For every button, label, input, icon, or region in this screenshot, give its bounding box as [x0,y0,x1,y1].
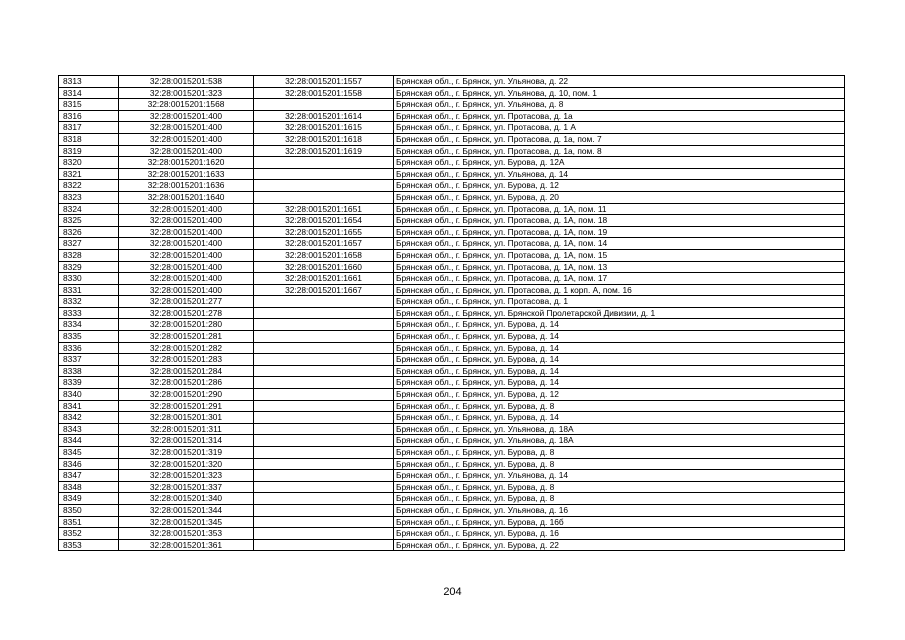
row-number-cell: 8317 [59,122,119,134]
address-cell: Брянская обл., г. Брянск, ул. Ульянова, д. 14 [394,470,845,482]
cadastral-number-cell: 32:28:0015201:1636 [119,180,254,192]
table-row [59,389,845,401]
row-number-cell: 8338 [59,365,119,377]
cadastral-number-cell: 32:28:0015201:281 [119,331,254,343]
address-cell: Брянская обл., г. Брянск, ул. Бурова, д. 14 [394,377,845,389]
records-table [58,75,845,551]
cadastral-number-cell: 32:28:0015201:340 [119,493,254,505]
related-cadastral-number-cell: 32:28:0015201:1660 [254,261,394,273]
cadastral-number-cell: 32:28:0015201:400 [119,145,254,157]
cadastral-number-cell: 32:28:0015201:400 [119,133,254,145]
cadastral-number-cell: 32:28:0015201:283 [119,354,254,366]
address-cell: Брянская обл., г. Брянск, ул. Протасова, д. 1 [394,296,845,308]
cadastral-number-cell: 32:28:0015201:1640 [119,191,254,203]
row-number-cell: 8346 [59,458,119,470]
table-row [59,110,845,122]
address-cell: Брянская обл., г. Брянск, ул. Бурова, д. 8 [394,493,845,505]
address-cell: Брянская обл., г. Брянск, ул. Бурова, д. 14 [394,331,845,343]
table-row [59,145,845,157]
related-cadastral-number-cell [254,307,394,319]
table-row [59,307,845,319]
cadastral-number-cell: 32:28:0015201:1568 [119,99,254,111]
table-row [59,273,845,285]
address-cell: Брянская обл., г. Брянск, ул. Бурова, д. 8 [394,481,845,493]
table-row [59,238,845,250]
row-number-cell: 8326 [59,226,119,238]
row-number-cell: 8314 [59,87,119,99]
table-row [59,470,845,482]
related-cadastral-number-cell [254,354,394,366]
cadastral-number-cell: 32:28:0015201:400 [119,110,254,122]
row-number-cell: 8351 [59,516,119,528]
related-cadastral-number-cell [254,99,394,111]
table-row [59,99,845,111]
related-cadastral-number-cell: 32:28:0015201:1661 [254,273,394,285]
cadastral-number-cell: 32:28:0015201:345 [119,516,254,528]
row-number-cell: 8318 [59,133,119,145]
row-number-cell: 8315 [59,99,119,111]
cadastral-number-cell: 32:28:0015201:311 [119,423,254,435]
cadastral-number-cell: 32:28:0015201:286 [119,377,254,389]
cadastral-number-cell: 32:28:0015201:400 [119,226,254,238]
row-number-cell: 8344 [59,435,119,447]
row-number-cell: 8350 [59,504,119,516]
row-number-cell: 8334 [59,319,119,331]
table-row [59,528,845,540]
table-row [59,423,845,435]
address-cell: Брянская обл., г. Брянск, ул. Протасова, д. 1А, пом. 15 [394,249,845,261]
related-cadastral-number-cell: 32:28:0015201:1615 [254,122,394,134]
row-number-cell: 8343 [59,423,119,435]
cadastral-number-cell: 32:28:0015201:337 [119,481,254,493]
cadastral-number-cell: 32:28:0015201:1633 [119,168,254,180]
address-cell: Брянская обл., г. Брянск, ул. Ульянова, д. 10, пом. 1 [394,87,845,99]
table-row [59,226,845,238]
table-row [59,447,845,459]
related-cadastral-number-cell [254,296,394,308]
address-cell: Брянская обл., г. Брянск, ул. Протасова, д. 1 А [394,122,845,134]
table-row [59,180,845,192]
related-cadastral-number-cell [254,423,394,435]
related-cadastral-number-cell [254,539,394,551]
row-number-cell: 8333 [59,307,119,319]
table-row [59,435,845,447]
cadastral-number-cell: 32:28:0015201:344 [119,504,254,516]
row-number-cell: 8321 [59,168,119,180]
related-cadastral-number-cell: 32:28:0015201:1557 [254,76,394,88]
address-cell: Брянская обл., г. Брянск, ул. Бурова, д. 20 [394,191,845,203]
related-cadastral-number-cell [254,528,394,540]
cadastral-number-cell: 32:28:0015201:323 [119,470,254,482]
page-number: 204 [443,586,462,598]
table-row [59,261,845,273]
address-cell: Брянская обл., г. Брянск, ул. Бурова, д. 8 [394,458,845,470]
table-row [59,400,845,412]
cadastral-number-cell: 32:28:0015201:291 [119,400,254,412]
table-row [59,87,845,99]
row-number-cell: 8347 [59,470,119,482]
cadastral-number-cell: 32:28:0015201:400 [119,122,254,134]
row-number-cell: 8323 [59,191,119,203]
related-cadastral-number-cell: 32:28:0015201:1657 [254,238,394,250]
table-row [59,133,845,145]
address-cell: Брянская обл., г. Брянск, ул. Протасова, д. 1А, пом. 17 [394,273,845,285]
cadastral-number-cell: 32:28:0015201:353 [119,528,254,540]
address-cell: Брянская обл., г. Брянск, ул. Протасова, д. 1А, пом. 13 [394,261,845,273]
address-cell: Брянская обл., г. Брянск, ул. Бурова, д. 8 [394,447,845,459]
address-cell: Брянская обл., г. Брянск, ул. Протасова, д. 1А, пом. 18 [394,215,845,227]
row-number-cell: 8332 [59,296,119,308]
address-cell: Брянская обл., г. Брянск, ул. Протасова, д. 1а [394,110,845,122]
cadastral-number-cell: 32:28:0015201:400 [119,284,254,296]
row-number-cell: 8345 [59,447,119,459]
related-cadastral-number-cell [254,319,394,331]
table-row [59,504,845,516]
related-cadastral-number-cell [254,481,394,493]
related-cadastral-number-cell: 32:28:0015201:1654 [254,215,394,227]
table-row [59,249,845,261]
row-number-cell: 8349 [59,493,119,505]
cadastral-number-cell: 32:28:0015201:400 [119,249,254,261]
table-row [59,296,845,308]
related-cadastral-number-cell [254,400,394,412]
row-number-cell: 8324 [59,203,119,215]
row-number-cell: 8325 [59,215,119,227]
address-cell: Брянская обл., г. Брянск, ул. Протасова, д. 1 корп. А, пом. 16 [394,284,845,296]
row-number-cell: 8320 [59,157,119,169]
row-number-cell: 8329 [59,261,119,273]
cadastral-number-cell: 32:28:0015201:538 [119,76,254,88]
related-cadastral-number-cell: 32:28:0015201:1651 [254,203,394,215]
table-row [59,168,845,180]
related-cadastral-number-cell [254,470,394,482]
row-number-cell: 8337 [59,354,119,366]
table-row [59,319,845,331]
address-cell: Брянская обл., г. Брянск, ул. Бурова, д. 14 [394,319,845,331]
cadastral-number-cell: 32:28:0015201:1620 [119,157,254,169]
related-cadastral-number-cell [254,447,394,459]
address-cell: Брянская обл., г. Брянск, ул. Бурова, д. 14 [394,342,845,354]
address-cell: Брянская обл., г. Брянск, ул. Бурова, д. 8 [394,400,845,412]
address-cell: Брянская обл., г. Брянск, ул. Ульянова, д. 16 [394,504,845,516]
related-cadastral-number-cell [254,504,394,516]
cadastral-number-cell: 32:28:0015201:323 [119,87,254,99]
row-number-cell: 8319 [59,145,119,157]
related-cadastral-number-cell [254,180,394,192]
address-cell: Брянская обл., г. Брянск, ул. Бурова, д. 12 [394,389,845,401]
address-cell: Брянская обл., г. Брянск, ул. Бурова, д. 16 [394,528,845,540]
row-number-cell: 8330 [59,273,119,285]
related-cadastral-number-cell: 32:28:0015201:1619 [254,145,394,157]
address-cell: Брянская обл., г. Брянск, ул. Бурова, д. 12 [394,180,845,192]
table-row [59,76,845,88]
table-row [59,122,845,134]
row-number-cell: 8336 [59,342,119,354]
related-cadastral-number-cell: 32:28:0015201:1658 [254,249,394,261]
cadastral-number-cell: 32:28:0015201:400 [119,238,254,250]
row-number-cell: 8313 [59,76,119,88]
cadastral-number-cell: 32:28:0015201:361 [119,539,254,551]
table-row [59,412,845,424]
address-cell: Брянская обл., г. Брянск, ул. Протасова, д. 1А, пом. 14 [394,238,845,250]
row-number-cell: 8322 [59,180,119,192]
address-cell: Брянская обл., г. Брянск, ул. Бурова, д. 22 [394,539,845,551]
related-cadastral-number-cell [254,389,394,401]
related-cadastral-number-cell: 32:28:0015201:1655 [254,226,394,238]
records-table-body [59,76,845,551]
row-number-cell: 8335 [59,331,119,343]
related-cadastral-number-cell: 32:28:0015201:1667 [254,284,394,296]
related-cadastral-number-cell [254,157,394,169]
cadastral-number-cell: 32:28:0015201:314 [119,435,254,447]
address-cell: Брянская обл., г. Брянск, ул. Ульянова, д. 8 [394,99,845,111]
address-cell: Брянская обл., г. Брянск, ул. Протасова, д. 1а, пом. 8 [394,145,845,157]
cadastral-number-cell: 32:28:0015201:320 [119,458,254,470]
related-cadastral-number-cell [254,331,394,343]
table-row [59,157,845,169]
table-row [59,365,845,377]
row-number-cell: 8339 [59,377,119,389]
row-number-cell: 8352 [59,528,119,540]
table-row [59,516,845,528]
address-cell: Брянская обл., г. Брянск, ул. Бурова, д. 16б [394,516,845,528]
address-cell: Брянская обл., г. Брянск, ул. Ульянова, д. 18А [394,435,845,447]
address-cell: Брянская обл., г. Брянск, ул. Протасова, д. 1А, пом. 11 [394,203,845,215]
row-number-cell: 8328 [59,249,119,261]
row-number-cell: 8342 [59,412,119,424]
cadastral-number-cell: 32:28:0015201:400 [119,261,254,273]
table-row [59,377,845,389]
cadastral-number-cell: 32:28:0015201:400 [119,215,254,227]
address-cell: Брянская обл., г. Брянск, ул. Брянской Пролетарской Дивизии, д. 1 [394,307,845,319]
row-number-cell: 8341 [59,400,119,412]
table-row [59,331,845,343]
row-number-cell: 8316 [59,110,119,122]
row-number-cell: 8331 [59,284,119,296]
cadastral-number-cell: 32:28:0015201:400 [119,273,254,285]
address-cell: Брянская обл., г. Брянск, ул. Бурова, д. 14 [394,354,845,366]
table-row [59,354,845,366]
row-number-cell: 8348 [59,481,119,493]
related-cadastral-number-cell [254,458,394,470]
cadastral-number-cell: 32:28:0015201:282 [119,342,254,354]
cadastral-number-cell: 32:28:0015201:400 [119,203,254,215]
related-cadastral-number-cell [254,493,394,505]
related-cadastral-number-cell [254,412,394,424]
related-cadastral-number-cell: 32:28:0015201:1558 [254,87,394,99]
address-cell: Брянская обл., г. Брянск, ул. Ульянова, д. 22 [394,76,845,88]
cadastral-number-cell: 32:28:0015201:277 [119,296,254,308]
table-row [59,539,845,551]
address-cell: Брянская обл., г. Брянск, ул. Ульянова, д. 18А [394,423,845,435]
related-cadastral-number-cell [254,342,394,354]
table-row [59,191,845,203]
address-cell: Брянская обл., г. Брянск, ул. Бурова, д. 14 [394,412,845,424]
table-row [59,215,845,227]
table-row [59,342,845,354]
table-row [59,481,845,493]
row-number-cell: 8327 [59,238,119,250]
address-cell: Брянская обл., г. Брянск, ул. Ульянова, д. 14 [394,168,845,180]
cadastral-number-cell: 32:28:0015201:301 [119,412,254,424]
table-row [59,493,845,505]
related-cadastral-number-cell [254,435,394,447]
address-cell: Брянская обл., г. Брянск, ул. Протасова, д. 1а, пом. 7 [394,133,845,145]
related-cadastral-number-cell [254,516,394,528]
table-row [59,284,845,296]
cadastral-number-cell: 32:28:0015201:290 [119,389,254,401]
row-number-cell: 8340 [59,389,119,401]
related-cadastral-number-cell: 32:28:0015201:1618 [254,133,394,145]
cadastral-number-cell: 32:28:0015201:278 [119,307,254,319]
related-cadastral-number-cell [254,168,394,180]
address-cell: Брянская обл., г. Брянск, ул. Бурова, д. 12А [394,157,845,169]
address-cell: Брянская обл., г. Брянск, ул. Протасова, д. 1А, пом. 19 [394,226,845,238]
address-cell: Брянская обл., г. Брянск, ул. Бурова, д. 14 [394,365,845,377]
row-number-cell: 8353 [59,539,119,551]
table-row [59,203,845,215]
related-cadastral-number-cell [254,377,394,389]
cadastral-number-cell: 32:28:0015201:284 [119,365,254,377]
cadastral-number-cell: 32:28:0015201:280 [119,319,254,331]
related-cadastral-number-cell [254,191,394,203]
cadastral-number-cell: 32:28:0015201:319 [119,447,254,459]
table-row [59,458,845,470]
related-cadastral-number-cell: 32:28:0015201:1614 [254,110,394,122]
related-cadastral-number-cell [254,365,394,377]
